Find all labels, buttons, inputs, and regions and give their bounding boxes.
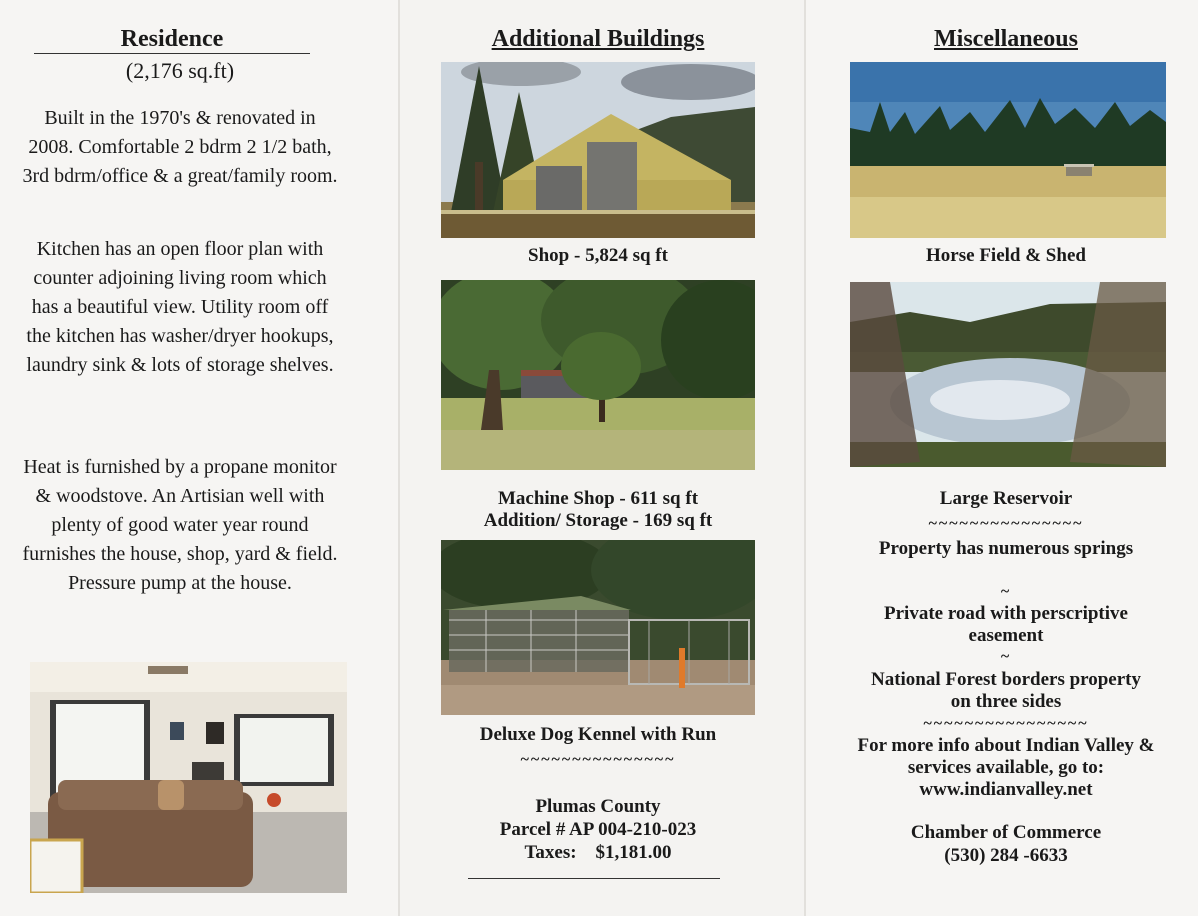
residence-paragraph-1: Built in the 1970's & renovated in 2008. Comfortable 2 bdrm 2 1/2 bath, 3rd bdrm/office & a great/family room.	[22, 107, 338, 187]
machine-shop-caption: Machine Shop - 611 sq ft	[497, 488, 699, 509]
springs-divider: ~	[1000, 583, 1012, 600]
chamber-phone: (530) 284 -6633	[944, 845, 1068, 866]
horse-field-photo	[850, 62, 1166, 238]
road-text: Private road with perscriptive easement	[884, 603, 1128, 646]
living-room-photo	[30, 662, 347, 893]
horse-field-caption: Horse Field & Shed	[926, 245, 1086, 266]
residence-size: (2,176 sq.ft)	[125, 58, 235, 83]
dog-kennel-photo	[441, 540, 755, 715]
miscellaneous-panel	[806, 0, 1198, 916]
shop-caption: Shop - 5,824 sq ft	[528, 245, 668, 266]
residence-heading: Residence	[120, 26, 224, 52]
taxes-amount: Taxes: $1,181.00	[524, 842, 672, 863]
buildings-panel	[400, 0, 804, 916]
kennel-caption: Deluxe Dog Kennel with Run	[479, 724, 717, 745]
forest-divider: ~~~~~~~~~~~~~~~~	[923, 715, 1089, 732]
road-divider: ~	[1000, 648, 1012, 665]
forest-text: National Forest borders property on three sides	[870, 669, 1142, 712]
residence-paragraph-2: Kitchen has an open floor plan with counter adjoining living room which has a beautiful view. Utility room off the kitchen has washer/dryer hookups, laundry sink & lots of storage shelves.	[26, 238, 334, 376]
residence-paragraph-3: Heat is furnished by a propane monitor & woodstove. An Artisian well with plenty of good water year round furnishes the house, shop, yard & field. Pressure pump at the house.	[22, 456, 338, 594]
county-label: Plumas County	[535, 796, 661, 817]
residence-panel	[0, 0, 398, 916]
buildings-heading: Additional Buildings	[491, 26, 705, 52]
reservoir-caption: Large Reservoir	[939, 488, 1073, 509]
reservoir-divider: ~~~~~~~~~~~~~~~	[928, 515, 1084, 532]
more-info-text: For more info about Indian Valley & services available, go to: www.indianvalley.net	[857, 735, 1155, 800]
storage-caption: Addition/ Storage - 169 sq ft	[483, 510, 713, 531]
miscellaneous-heading: Miscellaneous	[934, 26, 1078, 52]
springs-text: Property has numerous springs	[878, 538, 1134, 559]
machine-shop-photo	[441, 280, 755, 470]
kennel-divider: ~~~~~~~~~~~~~~~	[520, 751, 676, 768]
chamber-label: Chamber of Commerce	[910, 822, 1102, 843]
parcel-number: Parcel # AP 004-210-023	[499, 819, 697, 840]
residence-underline	[34, 53, 310, 54]
reservoir-photo	[850, 282, 1166, 467]
bottom-rule	[468, 878, 720, 879]
shop-photo	[441, 62, 755, 238]
